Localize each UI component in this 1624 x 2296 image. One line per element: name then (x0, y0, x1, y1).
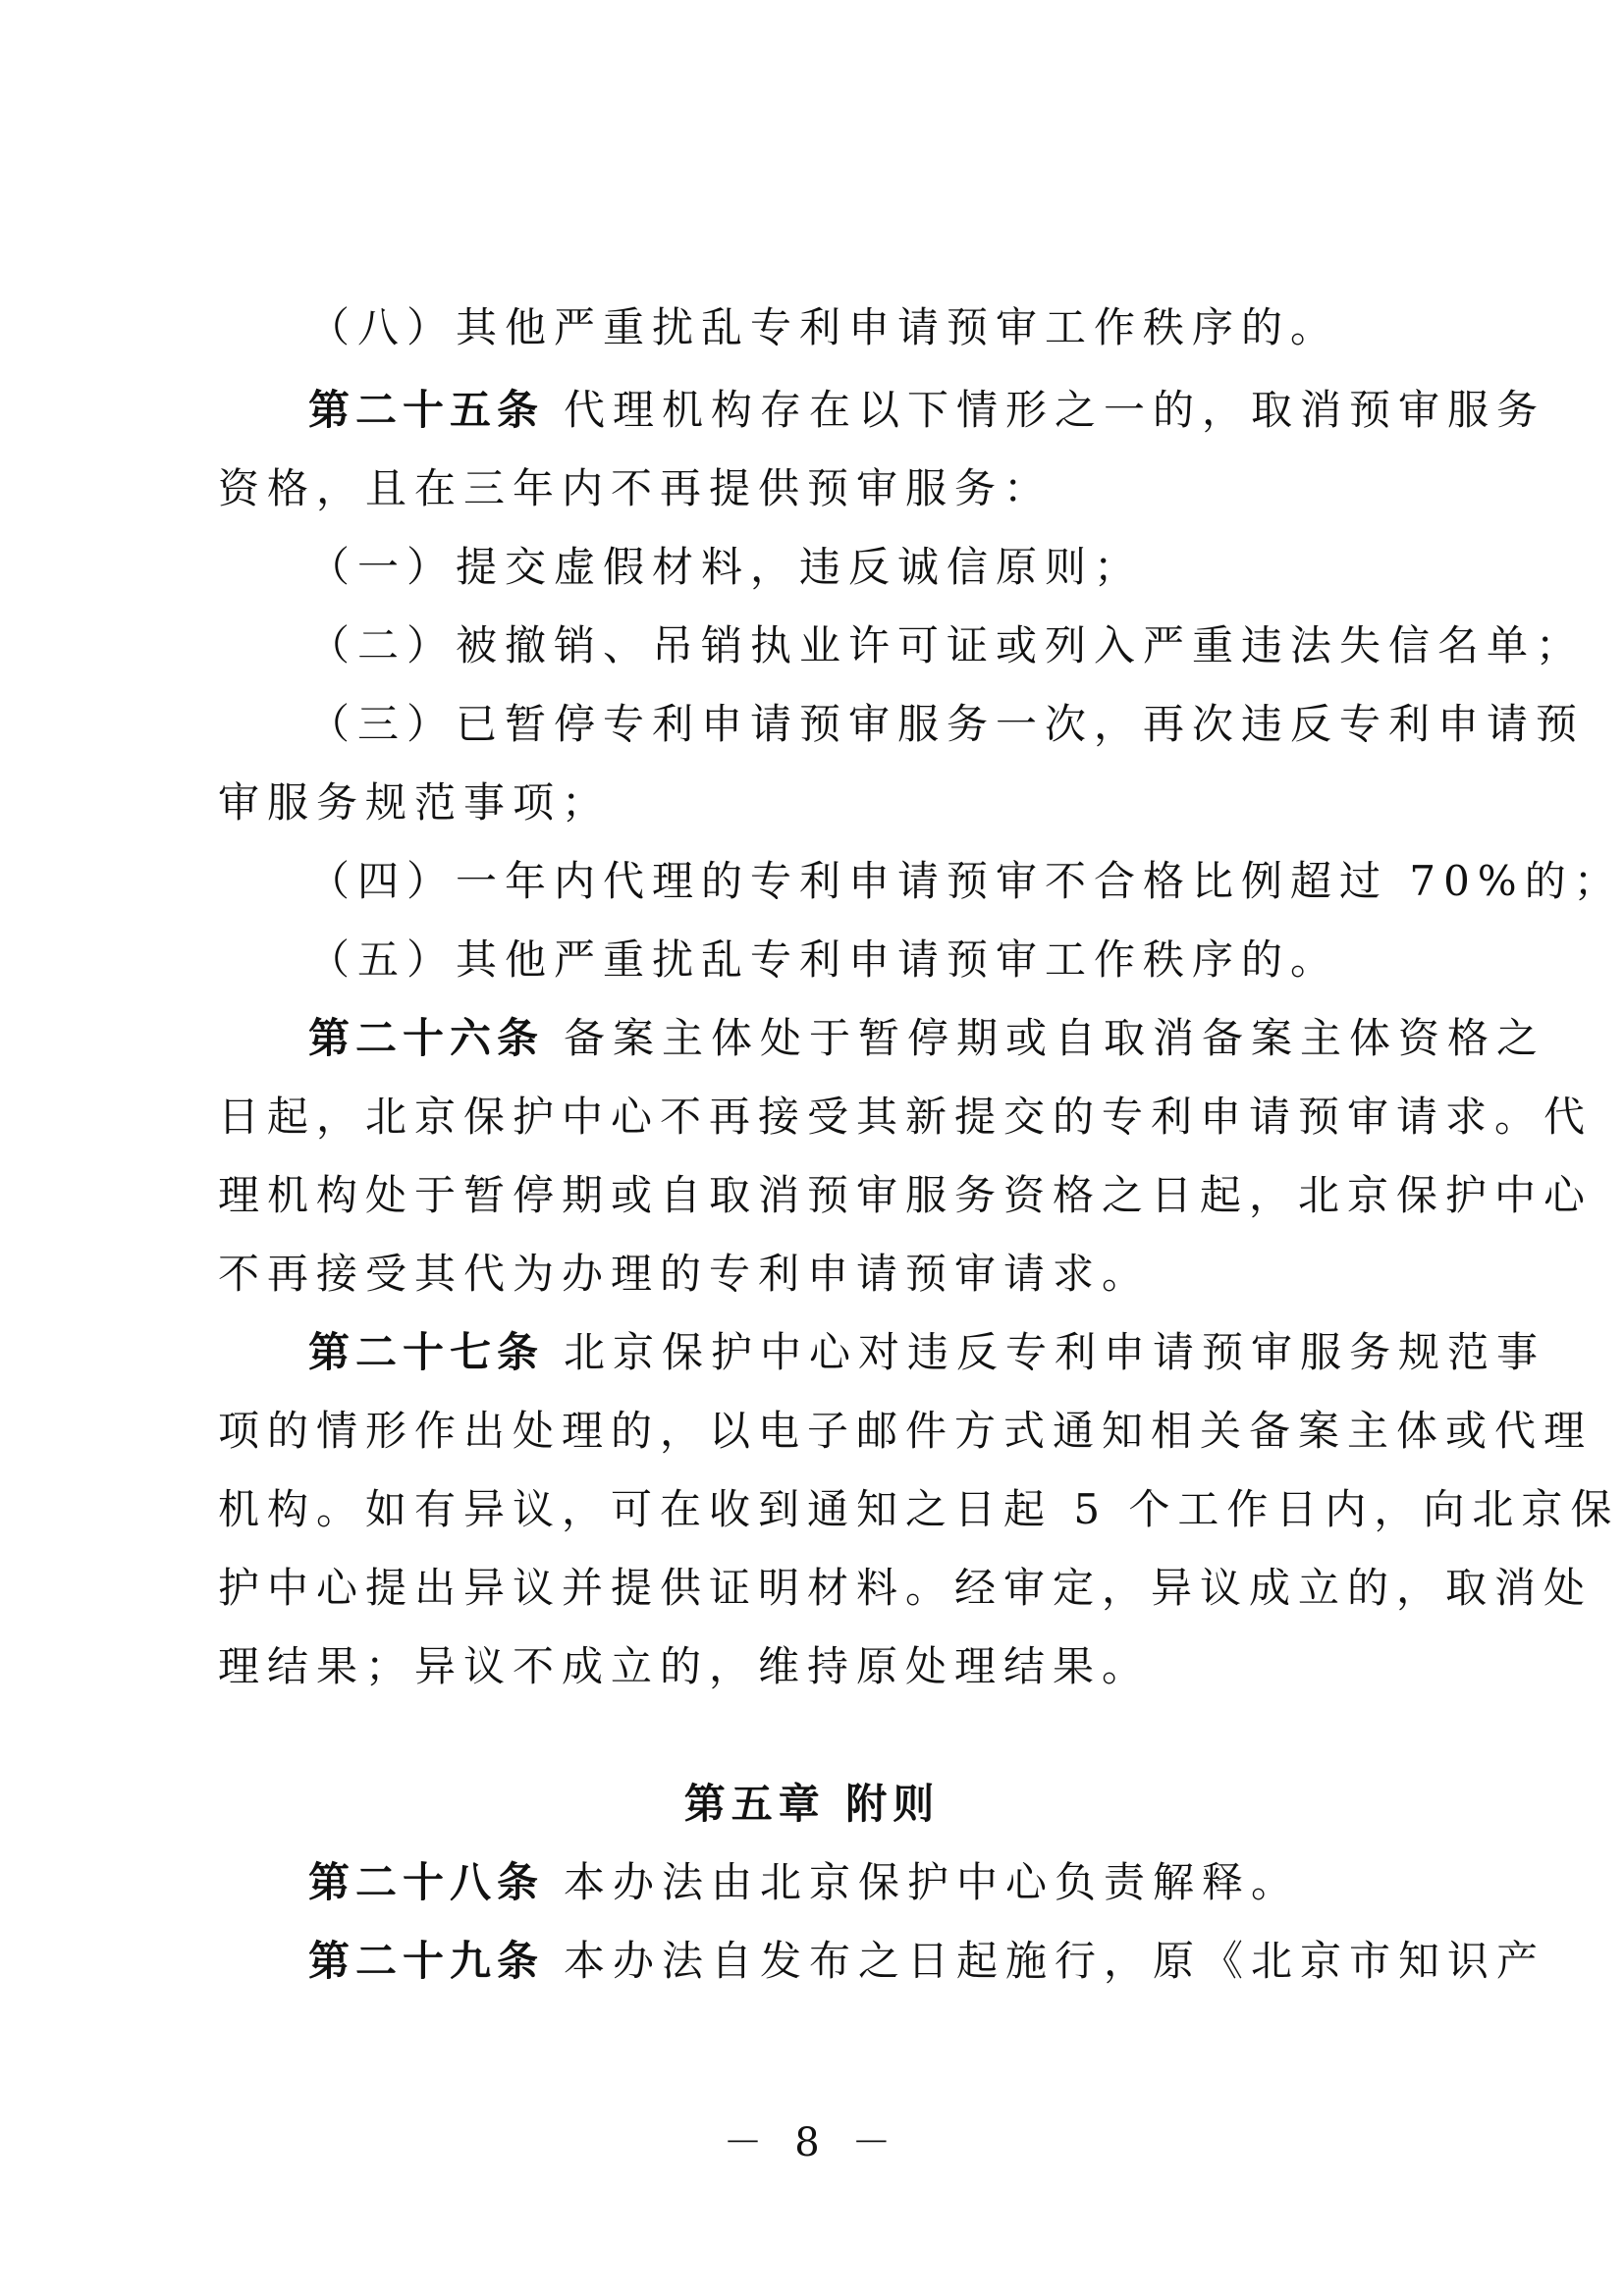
text-line-4 (308, 542, 1526, 593)
line-text: 不再接受其代为办理的专利申请预审请求。 (218, 1250, 1152, 1298)
line-text: 护中心提出异议并提供证明材料。经审定，异议成立的，取消处 (218, 1564, 1594, 1612)
text-line-1 (308, 302, 1526, 353)
line-text: （五）其他严重扰乱专利申请预审工作秩序的。 (308, 935, 1340, 984)
line-text: 北京保护中心对违反专利申请预审服务规范事 (564, 1328, 1546, 1376)
article-27-label: 第二十七条 (308, 1328, 545, 1376)
article-28-line (308, 1857, 1526, 1908)
text-line-15 (218, 1406, 1594, 1457)
line-text: 资格，且在三年内不再提供预审服务： (218, 464, 1054, 512)
text-line-9 (308, 934, 1526, 986)
line-text: 理结果；异议不成立的，维持原处理结果。 (218, 1642, 1152, 1690)
line-text: （一）提交虚假材料，违反诚信原则； (308, 543, 1144, 591)
article-25-heading-line (308, 385, 1546, 436)
text-line-8 (308, 856, 1623, 907)
text-line-12 (218, 1170, 1594, 1221)
text-line-6 (308, 699, 1586, 750)
line-text: （八）其他严重扰乱专利申请预审工作秩序的。 (308, 303, 1340, 351)
line-text: 备案主体处于暂停期或自取消备案主体资格之 (564, 1014, 1546, 1062)
line-text: （三）已暂停专利申请预审服务一次，再次违反专利申请预 (308, 700, 1586, 748)
text-line-7 (218, 777, 1435, 828)
line-text: 项的情形作出处理的，以电子邮件方式通知相关备案主体或代理 (218, 1407, 1594, 1455)
article-27-heading-line (308, 1327, 1546, 1378)
line-text: 审服务规范事项； (218, 778, 612, 827)
line-text: 代理机构存在以下情形之一的，取消预审服务 (564, 386, 1546, 434)
article-29-line (308, 1936, 1546, 1987)
line-text: （二）被撤销、吊销执业许可证或列入严重违法失信名单； (308, 621, 1586, 669)
line-text: 本办法自发布之日起施行，原《北京市知识产 (564, 1937, 1546, 1985)
article-28-label: 第二十八条 (308, 1858, 545, 1906)
text-line-5 (308, 620, 1586, 671)
article-26-heading-line (308, 1013, 1546, 1064)
line-text: 理机构处于暂停期或自取消预审服务资格之日起，北京保护中心 (218, 1171, 1594, 1219)
line-text: （四）一年内代理的专利申请预审不合格比例超过 70%的； (308, 857, 1623, 905)
article-25-label: 第二十五条 (308, 386, 545, 434)
line-text: 本办法由北京保护中心负责解释。 (564, 1858, 1301, 1906)
article-29-label: 第二十九条 (308, 1937, 545, 1985)
text-line-16 (218, 1484, 1620, 1535)
text-line-18 (218, 1641, 1435, 1692)
line-text: 机构。如有异议，可在收到通知之日起 5 个工作日内，向北京保 (218, 1485, 1620, 1533)
chapter-title: 第五章 附则 (683, 1780, 941, 1828)
line-text: 日起，北京保护中心不再接受其新提交的专利申请预审请求。代 (218, 1093, 1594, 1141)
text-line-17 (218, 1563, 1594, 1614)
text-line-11 (218, 1092, 1594, 1143)
article-26-label: 第二十六条 (308, 1014, 545, 1062)
text-line-13 (218, 1249, 1435, 1300)
page-number: － 8 － (723, 2120, 901, 2165)
text-line-3 (218, 463, 1435, 514)
